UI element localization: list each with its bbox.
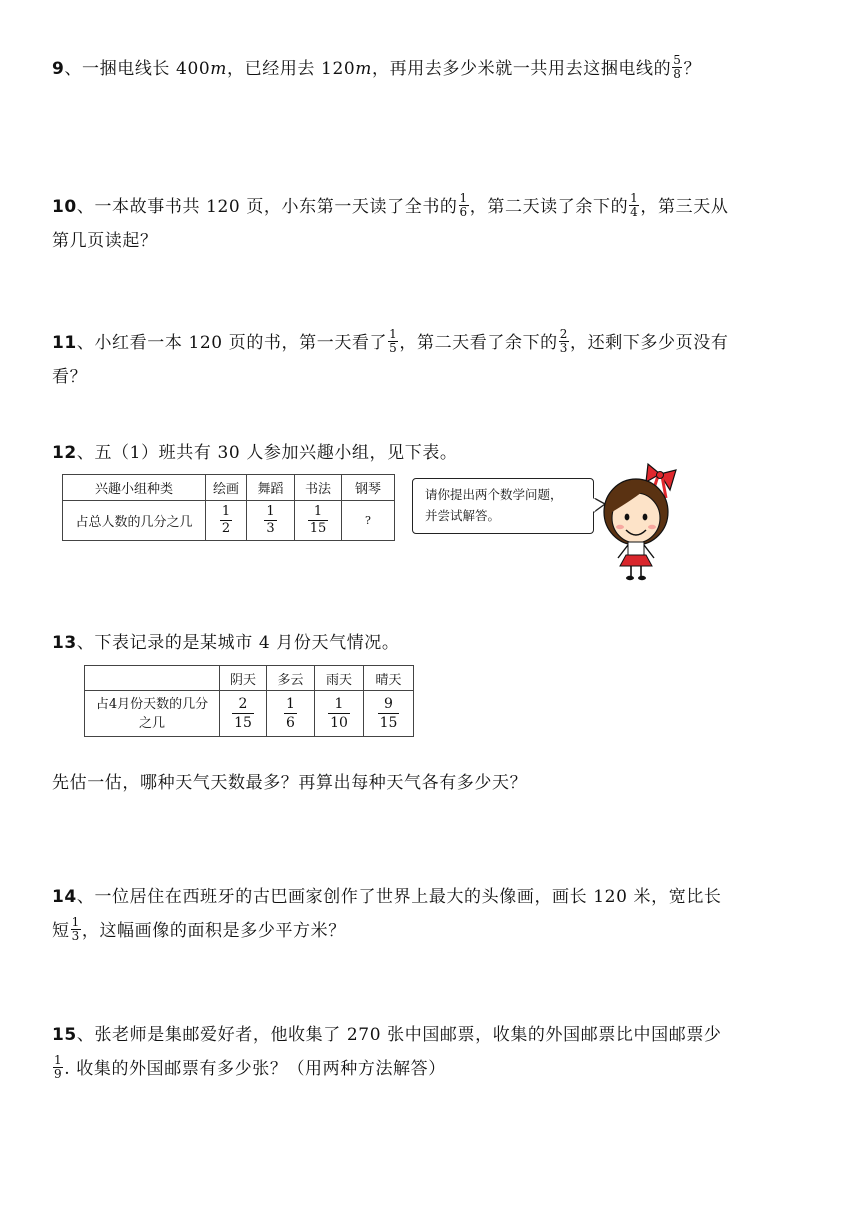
table-cell: $\frac{1}{2}$ xyxy=(206,501,247,541)
table-header: 舞蹈 xyxy=(247,475,295,501)
question-11 xyxy=(52,326,812,394)
question-text: 看？ xyxy=(52,367,88,387)
fraction: $\frac{2}{3}$ xyxy=(559,327,569,355)
table-header: 绘画 xyxy=(206,475,247,501)
table-cell: ? xyxy=(342,501,395,541)
question-text: . 收集的外国邮票有多少张？（用两种方法解答） xyxy=(64,1059,446,1079)
table-cell: $\frac{1}{15}$ xyxy=(295,501,342,541)
question-text: ，第二天读了余下的 xyxy=(469,197,629,217)
question-text: 、一位居住在西班牙的古巴画家创作了世界上最大的头像画，画长 120 米，宽比长 xyxy=(76,887,722,907)
fraction: $\frac{5}{8}$ xyxy=(673,53,682,81)
bubble-text: 并尝试解答。 xyxy=(425,508,501,523)
fraction: $\frac{1}{6}$ xyxy=(459,191,468,219)
fraction: $\frac{1}{4}$ xyxy=(630,191,639,219)
question-text: ，第三天从 xyxy=(640,197,729,217)
question-text: ？ xyxy=(683,59,702,79)
unit: m xyxy=(355,59,373,79)
question-text: 、张老师是集邮爱好者，他收集了 270 张中国邮票，收集的外国邮票比中国邮票少 xyxy=(76,1025,722,1045)
question-text: 短 xyxy=(52,921,70,941)
table-header: 钢琴 xyxy=(342,475,395,501)
unit: m xyxy=(210,59,228,79)
question-text: ，还剩下多少页没有 xyxy=(570,333,729,353)
question-text: 第几页读起？ xyxy=(52,231,158,251)
question-number: 10 xyxy=(52,197,77,217)
speech-bubble xyxy=(412,478,594,534)
table-cell: $\frac{1}{3}$ xyxy=(247,501,295,541)
question-number: 11 xyxy=(52,333,77,353)
interest-group-table xyxy=(62,474,395,541)
table-header: 晴天 xyxy=(364,666,414,691)
question-text: 、一本故事书共 120 页，小东第一天读了全书的 xyxy=(76,197,458,217)
question-10 xyxy=(52,190,812,258)
row-label: 占总人数的几分之几 xyxy=(63,501,206,541)
question-text: 、下表记录的是某城市 4 月份天气情况。 xyxy=(76,633,400,653)
question-text: 、一捆电线长 400 xyxy=(64,59,211,79)
table-cell: $\frac{2}{15}$ xyxy=(220,691,267,737)
question-number: 12 xyxy=(52,443,77,463)
table-header: 兴趣小组种类 xyxy=(63,475,206,501)
question-text: 、小红看一本 120 页的书，第一天看了 xyxy=(76,333,388,353)
question-text: ，再用去多少米就一共用去这捆电线的 xyxy=(372,59,672,79)
question-number: 15 xyxy=(52,1025,77,1045)
fraction: $\frac{1}{9}$ xyxy=(54,1053,63,1081)
question-13 xyxy=(52,626,812,660)
table-header: 书法 xyxy=(295,475,342,501)
fraction: $\frac{1}{5}$ xyxy=(389,327,398,355)
question-15 xyxy=(52,1018,812,1086)
question-text: 、五（1）班共有 30 人参加兴趣小组，见下表。 xyxy=(76,443,458,463)
bubble-text: 请你提出两个数学问题， xyxy=(425,487,563,502)
question-number: 9 xyxy=(52,59,65,79)
question-number: 14 xyxy=(52,887,77,907)
table-header: 雨天 xyxy=(315,666,364,691)
question-text: ，已经用去 120 xyxy=(227,59,356,79)
girl-illustration-icon xyxy=(590,460,690,582)
table-cell: $\frac{1}{6}$ xyxy=(267,691,315,737)
question-12 xyxy=(52,436,812,470)
question-text: ，这幅画像的面积是多少平方米？ xyxy=(81,921,346,941)
table-header: 多云 xyxy=(267,666,315,691)
question-9 xyxy=(52,52,812,86)
question-number: 13 xyxy=(52,633,77,653)
fraction: $\frac{1}{3}$ xyxy=(71,915,80,943)
table-cell: $\frac{9}{15}$ xyxy=(364,691,414,737)
question-14 xyxy=(52,880,812,948)
table-cell: $\frac{1}{10}$ xyxy=(315,691,364,737)
table-header: 阴天 xyxy=(220,666,267,691)
question-text: ，第二天看了余下的 xyxy=(399,333,558,353)
question-13-follow xyxy=(52,766,812,800)
weather-table xyxy=(84,665,414,737)
table-corner xyxy=(85,666,220,691)
question-text: 先估一估，哪种天气天数最多？再算出每种天气各有多少天？ xyxy=(52,773,528,793)
row-label: 占4月份天数的几分 之几 xyxy=(85,691,220,737)
